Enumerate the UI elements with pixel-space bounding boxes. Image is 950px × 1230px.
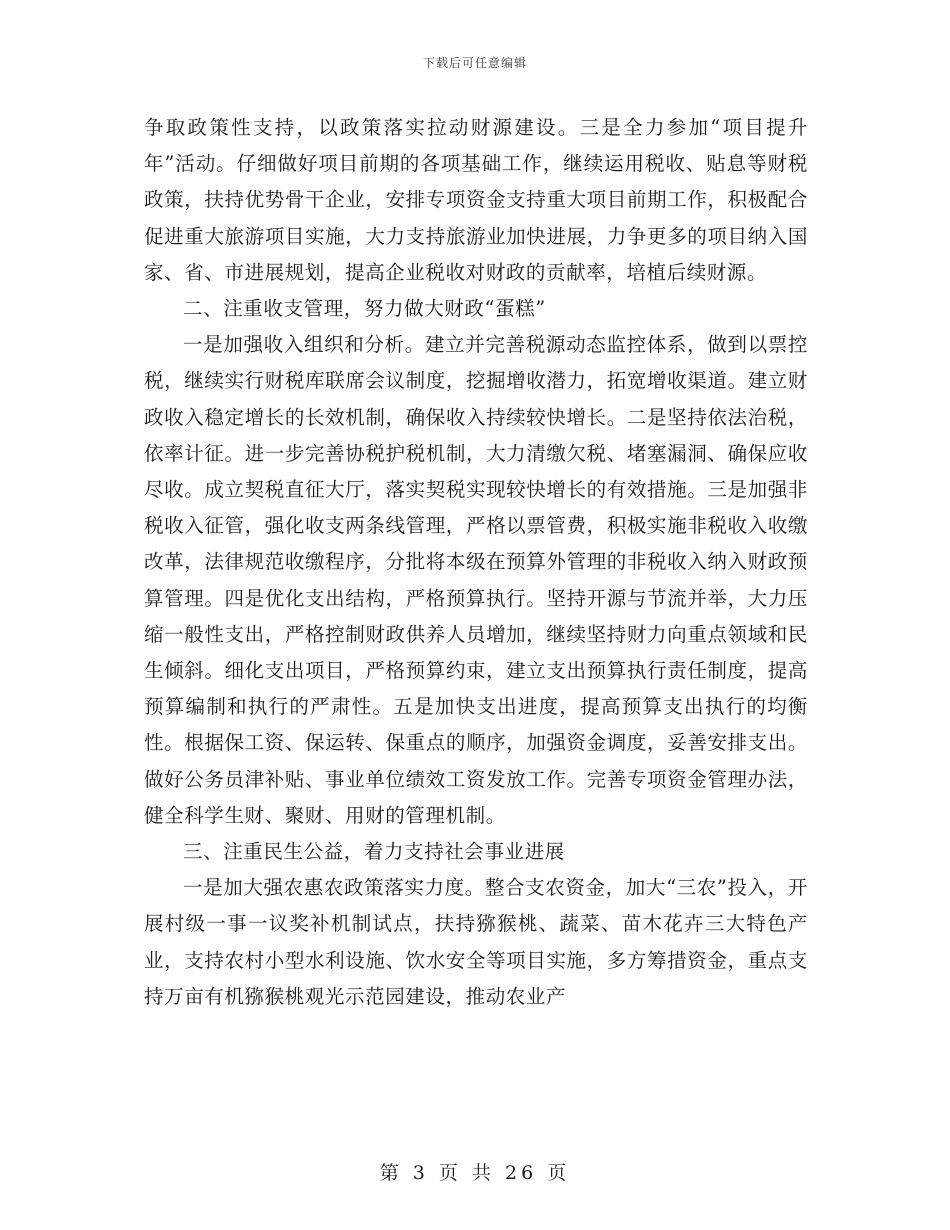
document-body <box>144 110 808 1015</box>
page-number-footer: 第 3 页 共 26 页 <box>379 1162 571 1184</box>
paragraph-agriculture-support: 一是加大强农惠农政策落实力度。整合支农资金，加大“三农”投入，开展村级一事一议奖补机制试点，扶持猕猴桃、蔬菜、苗木花卉三大特色产业，支持农村小型水利设施、饮水安全等项目实施，多方筹措资金，重点支持万亩有机猕猴桃观光示范园建设，推动农业产 <box>144 876 808 1008</box>
paragraph-continuation: 争取政策性支持，以政策落实拉动财源建设。三是全力参加“项目提升年”活动。仔细做好项目前期的各项基础工作，继续运用税收、贴息等财税政策，扶持优势骨干企业，安排专项资金支持重大项目前期工作，积极配合促进重大旅游项目实施，大力支持旅游业加快进展，力争更多的项目纳入国家、省、市进展规划，提高企业税收对财政的贡献率，培植后续财源。 <box>144 116 808 284</box>
paragraph-revenue-management: 一是加强收入组织和分析。建立并完善税源动态监控体系，做到以票控税，继续实行财税库联席会议制度，挖掘增收潜力，拓宽增收渠道。建立财政收入稳定增长的长效机制，确保收入持续较快增长。二是坚持依法治税，依率计征。进一步完善协税护税机制，大力清缴欠税、堵塞漏洞、确保应收尽收。成立契税直征大厅，落实契税实现较快增长的有效措施。三是加强非税收入征管，强化收支两条线管理，严格以票管费，积极实施非税收入收缴改革，法律规范收缴程序，分批将本级在预算外管理的非税收入纳入财政预算管理。四是优化支出结构，严格预算执行。坚持开源与节流并举，大力压缩一般性支出，严格控制财政供养人员增加，继续坚持财力向重点领域和民生倾斜。细化支出项目，严格预算约束，建立支出预算执行责任制度，提高预算编制和执行的严肃性。五是加快支出进度，提高预算支出执行的均衡性。根据保工资、保运转、保重点的顺序，加强资金调度，妥善安排支出。做好公务员津补贴、事业单位绩效工资发放工作。完善专项资金管理办法，健全科学生财、聚财、用财的管理机制。 <box>144 333 808 827</box>
page-header: 下载后可任意编辑 <box>422 56 527 70</box>
section-heading-2: 二、注重收支管理，努力做大财政“蛋糕” <box>183 297 546 321</box>
section-heading-3: 三、注重民生公益，着力支持社会事业进展 <box>183 840 565 864</box>
